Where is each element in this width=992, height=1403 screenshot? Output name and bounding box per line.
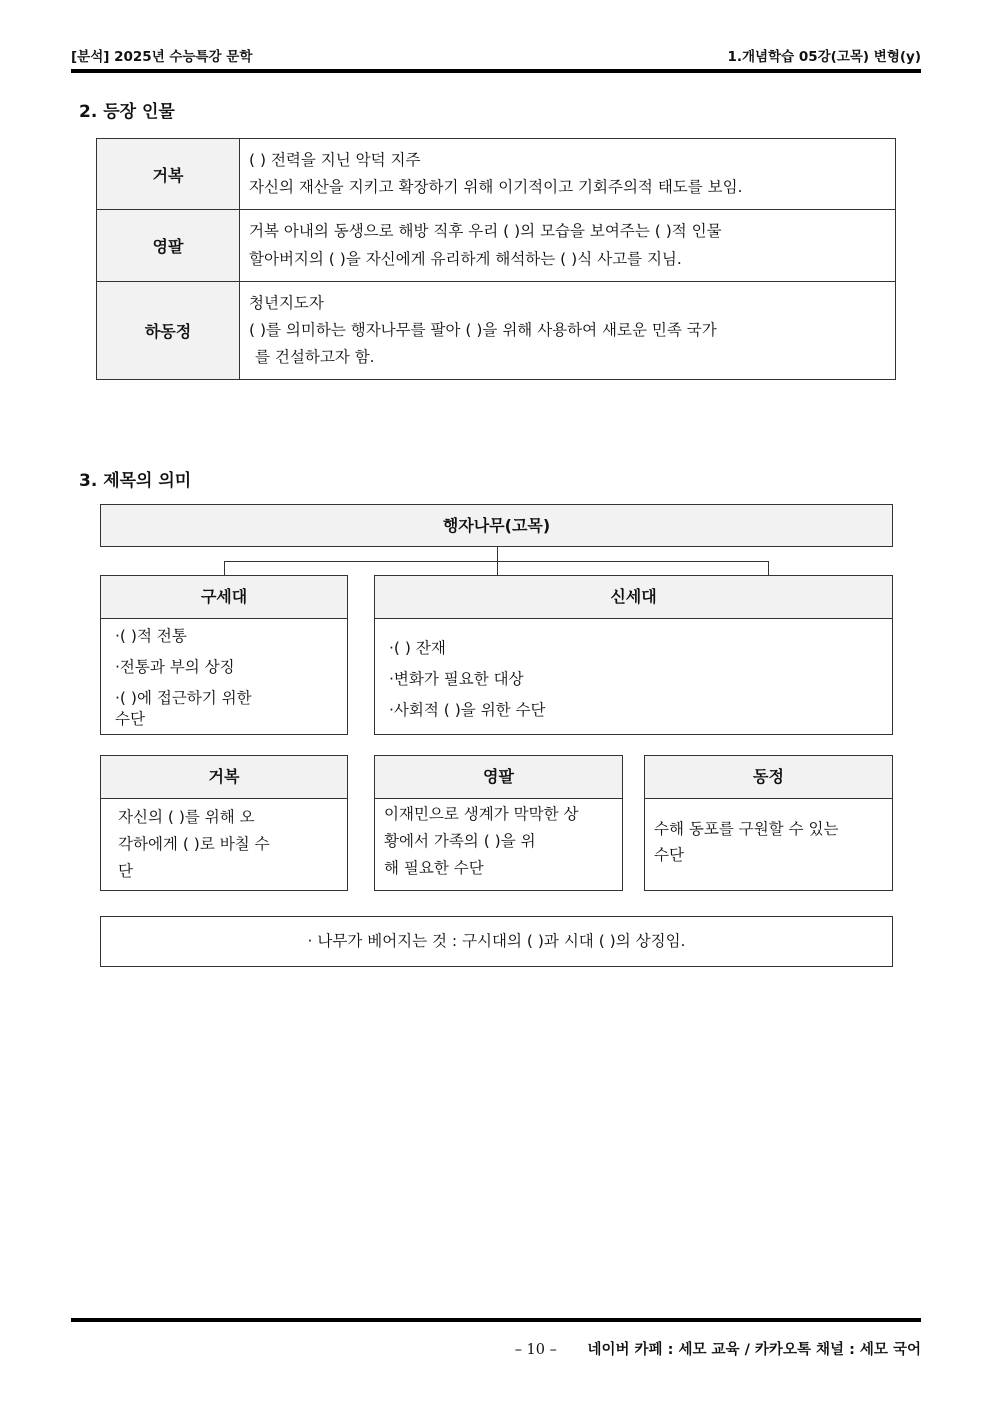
dongjeong-title: 동정 (645, 756, 892, 799)
list-item: ·( )에 접근하기 위한 (115, 689, 252, 707)
tree-title-box: 행자나무(고목) (100, 504, 893, 547)
yeongpal-box (374, 755, 623, 891)
desc-line: 할아버지의 ( )을 자신에게 유리하게 해석하는 ( )식 사고를 지님. (249, 249, 682, 268)
header-title: [분석] 2025년 수능특강 문학 (71, 49, 253, 65)
text-line: 수해 동포를 구원할 수 있는 (654, 820, 839, 838)
list-item: 수단 (115, 710, 145, 728)
dongjeong-body (645, 799, 892, 868)
list-item: ·( )적 전통 (115, 627, 187, 645)
old-generation-box (100, 575, 348, 735)
section-2-title: 2. 등장 인물 (79, 102, 175, 122)
table-row (97, 282, 896, 380)
old-generation-body (101, 619, 347, 730)
characters-table (96, 138, 896, 380)
table-row (97, 139, 896, 210)
table-row (97, 210, 896, 282)
text-line: 해 필요한 수단 (384, 859, 484, 877)
text-line: 자신의 ( )를 위해 오 (118, 808, 255, 826)
character-desc (240, 282, 896, 380)
yeongpal-body (375, 799, 622, 882)
geobok-box (100, 755, 348, 891)
section-3-title: 3. 제목의 의미 (79, 471, 192, 491)
text-line: 각하에게 ( )로 바칠 수 (118, 835, 270, 853)
new-generation-box (374, 575, 893, 735)
list-item: ·( ) 잔재 (389, 639, 446, 657)
text-line: 단 (118, 862, 133, 880)
desc-line: ( ) 전력을 지닌 악덕 지주 (249, 150, 421, 169)
list-item: ·사회적 ( )을 위한 수단 (389, 701, 546, 719)
connector-line (768, 561, 769, 575)
desc-line: 를 건설하고자 함. (255, 348, 375, 367)
yeongpal-title: 영팔 (375, 756, 622, 799)
old-generation-title: 구세대 (101, 576, 347, 619)
new-generation-body (375, 619, 892, 726)
connector-line (224, 561, 225, 575)
header-rule (71, 69, 921, 73)
text-line: 이재민으로 생계가 막막한 상 (384, 805, 579, 823)
new-generation-title: 신세대 (375, 576, 892, 619)
character-name: 거복 (97, 139, 240, 210)
desc-line: 청년지도자 (249, 293, 324, 312)
text-line: 수단 (654, 846, 684, 864)
desc-line: ( )를 의미하는 행자나무를 팔아 ( )을 위해 사용하여 새로운 민족 국가 (249, 320, 717, 339)
geobok-body (101, 799, 347, 885)
character-desc (240, 139, 896, 210)
summary-box: · 나무가 베어지는 것 : 구시대의 ( )과 시대 ( )의 상징임. (100, 916, 893, 967)
footer-rule (71, 1318, 921, 1322)
text-line: 황에서 가족의 ( )을 위 (384, 832, 536, 850)
footer-info: 네이버 카페 : 세모 교육 / 카카오톡 채널 : 세모 국어 (587, 1342, 921, 1358)
dongjeong-box (644, 755, 893, 891)
desc-line: 자신의 재산을 지키고 확장하기 위해 이기적이고 기회주의적 태도를 보임. (249, 178, 743, 196)
character-name: 하동정 (97, 282, 240, 380)
desc-line: 거복 아내의 동생으로 해방 직후 우리 ( )의 모습을 보여주는 ( )적 인물 (249, 222, 722, 241)
header-lesson: 1.개념학습 05강(고목) 변형(y) (727, 49, 921, 65)
character-desc (240, 210, 896, 282)
list-item: ·변화가 필요한 대상 (389, 670, 524, 688)
footer (515, 1338, 921, 1359)
list-item: ·전통과 부의 상징 (115, 658, 235, 676)
page-number: – 10 – (514, 1342, 557, 1358)
character-name: 영팔 (97, 210, 240, 282)
geobok-title: 거복 (101, 756, 347, 799)
connector-line (497, 547, 498, 561)
connector-line (497, 561, 498, 575)
